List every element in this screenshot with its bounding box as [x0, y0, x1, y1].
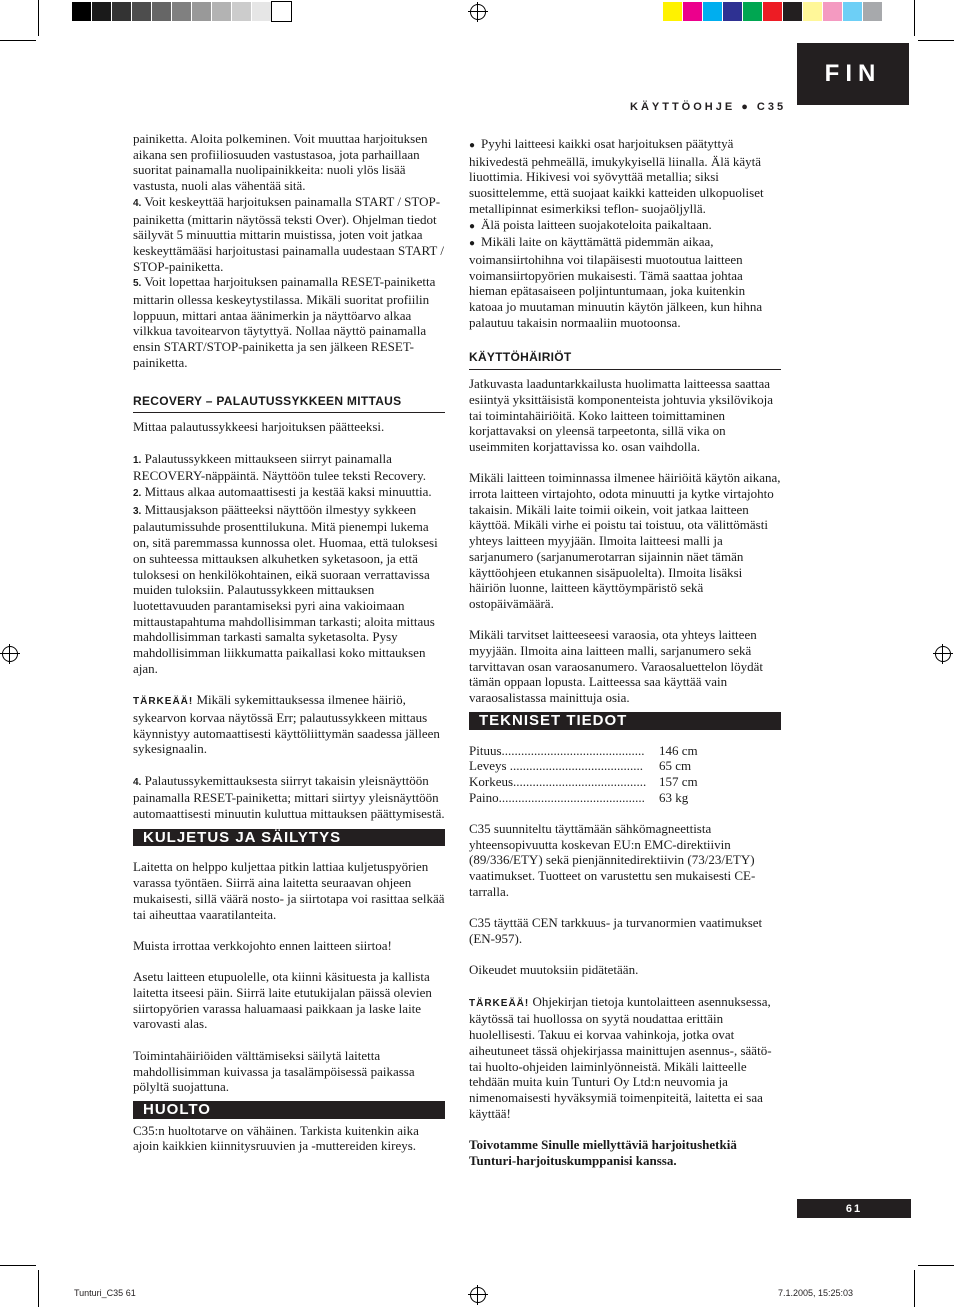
gray-swatch: [172, 2, 191, 21]
paragraph: Toimintahäiriöiden välttämiseksi säilytä laitetta mahdollisimman kuivassa ja tasalämpöisessä paikassa pölyltä suojattuna.: [133, 1047, 415, 1095]
gray-swatch: [272, 2, 291, 21]
left-column: [133, 131, 445, 1154]
gray-swatch: [232, 2, 251, 21]
important-note: [133, 692, 445, 757]
gray-swatch: [152, 2, 171, 21]
language-tab: FIN: [797, 43, 909, 105]
registration-mark-top: [470, 4, 486, 20]
color-swatch: [823, 2, 842, 21]
crop-mark: [38, 1270, 39, 1307]
color-swatch: [763, 2, 782, 21]
crop-mark: [914, 0, 915, 36]
color-swatch: [783, 2, 802, 21]
tech-heading: TEKNISET TIEDOT: [469, 712, 781, 730]
slug-left: Tunturi_C35 61: [74, 1288, 136, 1298]
item-number: 5.: [133, 278, 142, 290]
list-item: [133, 274, 445, 370]
spec-value: 146 cm: [659, 742, 698, 758]
spec-value: 65 cm: [659, 758, 692, 774]
crop-mark: [918, 1265, 954, 1266]
spec-label: Paino.............................................: [469, 789, 645, 805]
running-head: KÄYTTÖOHJE ● C35: [630, 101, 787, 113]
important-label: TÄRKEÄÄ!: [469, 997, 530, 1009]
crop-mark: [0, 40, 36, 41]
color-swatch: [743, 2, 762, 21]
paragraph: painiketta. Aloita polkeminen. Voit muuttaa harjoituksen aikana sen profiiliosuuden vastustasoa, jota parhaillaan suoritat painamalla nuolipainikkeita: nuoli ylös lisää vastusta, nuoli alas vähentää sitä.: [133, 131, 428, 194]
crop-mark: [0, 1265, 36, 1266]
color-swatch: [683, 2, 702, 21]
gray-swatch: [132, 2, 151, 21]
spec-row: [469, 790, 781, 806]
transport-heading: KULJETUS JA SÄILYTYS: [133, 829, 445, 847]
item-text: Mittausjakson päätteeksi näyttöön ilmestyy sykkeen palautumissuhde prosenttilukuna. Mitä pienempi lukema on, sitä paremmassa kunnossa olet. Huomaa, että tuloksesi on suhteessa mittauksen alkuhetken syketasoon, ja että tuloksesi on henkilökohtainen, eikä suoraan verrattavissa muiden tuloksiin. Palautussykkeen mittauksen luotettavuuden parantamiseksi pyri aina vakioimaan mittaustapahtuma mahdollisimman tarkasti; aloita mittaus mahdollisimman tarkasti samalta syketasolta. Pysy mahdollisimman liikkumatta paikallasi koko mittauksen ajan.: [133, 501, 438, 676]
gray-swatch: [252, 2, 271, 21]
spec-row: [469, 743, 781, 759]
spec-table: [469, 743, 781, 806]
maintenance-heading: HUOLTO: [133, 1101, 445, 1119]
paragraph: Oikeudet muutoksiin pidätetään.: [469, 962, 639, 978]
spec-label: Pituus............................................: [469, 742, 645, 758]
important-note: [469, 994, 781, 1122]
color-swatch: [663, 2, 682, 21]
important-text: Ohjekirjan tietoja kuntolaitteen asennuksessa, käytössä tai huollossa on syytä noudattaa erittäin huolellisesti. Takuu ei korvaa vahinkoja, jotka ovat aiheutuneet tässä ohjekirjassa mainittujen asennus-, säätö- tai huolto-ohjeiden laiminlyönneistä. Mikäli laitteelle tehdään muita kuin Tunturi Oy Ltd:n neuvomia ja nimenomaisesti hyväksymiä toimenpiteitä, laitetta ei saa käyttää!: [469, 993, 772, 1121]
item-number: 4.: [133, 197, 142, 209]
spec-value: 157 cm: [659, 773, 698, 789]
item-text: Mittaus alkaa automaattisesti ja kestää kaksi minuuttia.: [141, 484, 432, 500]
paragraph: Asetu laitteen etupuolelle, ota kiinni käsituesta ja kallista laitetta itseesi päin. Siirrä laite etutukijalan päissä olevien siirtopyörien varassa haluamaasi paikkaan ja laske laite varovasti alas.: [133, 969, 432, 1032]
spec-row: [469, 774, 781, 790]
bullet-item: ● Älä poista laitteen suojakoteloita paikaltaan.: [469, 217, 781, 235]
color-swatch: [803, 2, 822, 21]
page-number: 61: [797, 1199, 911, 1218]
registration-mark-right: [935, 646, 951, 662]
crop-mark: [38, 0, 39, 36]
closing-text: Toivotamme Sinulle miellyttäviä harjoitushetkiä Tunturi-harjoituskumppanisi kanssa.: [469, 1137, 737, 1168]
registration-mark-bottom: [470, 1287, 486, 1303]
spec-row: [469, 758, 781, 774]
item-number: 2.: [133, 488, 142, 500]
paragraph: Jatkuvasta laaduntarkkailusta huolimatta laitteessa saattaa esiintyä yksittäisistä komponenteista johtuvia yksilövikoja tai toimintahäiriöitä. Koko laitteen toimittaminen korjattavaksi on yleensä tarpeetonta, sillä vika on useimmiten korjattavissa ko. osan vaihdolla.: [469, 376, 774, 454]
faults-heading: KÄYTTÖHÄIRIÖT: [469, 350, 781, 370]
color-swatch: [703, 2, 722, 21]
color-swatch: [723, 2, 742, 21]
spec-value: 63 kg: [659, 789, 689, 805]
color-swatch: [843, 2, 862, 21]
gray-swatch: [192, 2, 211, 21]
paragraph: Laitetta on helppo kuljettaa pitkin lattiaa kuljetuspyörien varassa työntäen. Siirrä aina laitetta seuraavan ohjeen mukaisesti, sillä väärä nosto- ja siirtotapa voi rasittaa selkää tai aiheuttaa vaaratilanteita.: [133, 859, 445, 922]
list-item: [133, 451, 445, 484]
list-item: [133, 773, 445, 822]
paragraph: Mikäli tarvitset laitteeseesi varaosia, ota yhteys laitteen myyjään. Ilmoita aina laitteen malli, sarjanumero sekä tarvittavan osan varaosanumero. Varaosaluettelon löydät tämän oppaan lopusta. Laitteessa saa käyttää vain varaosalistassa mainittuja osia.: [469, 627, 763, 706]
spec-label: Leveys .........................................: [469, 758, 644, 774]
bullet-item: ● Mikäli laite on käyttämättä pidemmän aikaa, voimansiirtohihna voi tilapäisesti muotoutua laitteen voimansiirtopyörien mukaisesti. Tämä saattaa johtaa hieman epätasaiseen poljintuntumaan, joka kuitenkin katoaa jo muutaman minuutin käytön jälkeen, kun hihna palautuu takaisin normaaliin muotoonsa.: [469, 234, 781, 330]
bullet-item: ● Pyyhi laitteesi kaikki osat harjoituksen päätyttyä hikivedestä pehmeällä, imukykyisellä liinalla. Älä käytä liuottimia. Hikivesi voi syövyttää metallia; siksi suosittelemme, että suojaat kaikki katteiden ulkopuoliset metallipinnat esimerkiksi teflon- suojaöljyllä.: [469, 136, 781, 217]
item-number: 4.: [133, 776, 142, 788]
right-column: [469, 136, 781, 1168]
item-text: Palautussykkeen mittaukseen siirryt painamalla RECOVERY-näppäintä. Näyttöön tulee teksti Recovery.: [133, 450, 427, 484]
color-swatch: [863, 2, 882, 21]
item-text: Voit lopettaa harjoituksen painamalla RESET-painiketta mittarin ollessa keskeytystilassa. Mikäli suoritat profiilin loppuun, mittari antaa äänimerkin ja näyttöarvo alkaa vilkkua tavoitearvon täytyttyä. Nollaa näyttö painamalla ensin START/STOP-painiketta ja sen jälkeen RESET-painiketta.: [133, 274, 436, 370]
important-text: Mikäli sykemittauksessa ilmenee häiriö, sykearvon korvaa näytössä Err; palautussykkeen mittaus käynnistyy automaattisesti käyttöliittymän saadessa jälleen sykesignaalin.: [133, 692, 440, 757]
gray-swatch: [72, 2, 91, 21]
list-item: [133, 502, 445, 677]
item-text: Voit keskeyttää harjoituksen painamalla START / STOP-painiketta (mittarin näytössä teksti Over). Ohjelman tiedot säilyvät 5 minuuttia mittarin muistissa, joten voit jatkaa keskeyttämääsi harjoitustasi painamalla uudestaan START / STOP-painiketta.: [133, 193, 444, 274]
paragraph: Mikäli laitteen toiminnassa ilmenee häiriöitä käytön aikana, irrota laitteen virtajohto, odota minuutti ja kytke virtajohto takaisin. Mikäli laite toimii oikein, voit jatkaa laitteen käyttöä. Mikäli virhe ei poistu tai toistuu, ota välittömästi yhteys laitteen myyjään. Ilmoita laitteesi malli ja sarjanumero (sarjanumerotarran sijainnin näet tämän käyttöohjeen etukannen sisäpuolelta). Ilmoita lisäksi häiriön luonne, laitteen käyttöympäristö sekä ostopäivämäärä.: [469, 470, 781, 611]
item-number: 1.: [133, 454, 142, 466]
gray-swatch: [92, 2, 111, 21]
item-number: 3.: [133, 505, 142, 517]
paragraph: Mittaa palautussykkeesi harjoituksen päätteeksi.: [133, 419, 385, 435]
list-item: [133, 484, 445, 502]
paragraph: C35:n huoltotarve on vähäinen. Tarkista kuitenkin aika ajoin kaikkien kiinnitysruuvien ja -muttereiden kireys.: [133, 1122, 419, 1154]
gray-swatch: [212, 2, 231, 21]
registration-mark-left: [2, 646, 18, 662]
recovery-heading: RECOVERY – PALAUTUSSYKKEEN MITTAUS: [133, 394, 445, 414]
crop-mark: [914, 1270, 915, 1307]
crop-mark: [918, 40, 954, 41]
important-label: TÄRKEÄÄ!: [133, 696, 194, 708]
item-text: Palautussykemittauksesta siirryt takaisin yleisnäyttöön painamalla RESET-painiketta; mittari siirtyy yleisnäyttöön automaattisesti minuutin kuluttua mittauksen päättymisestä.: [133, 772, 445, 822]
slug-right: 7.1.2005, 15:25:03: [778, 1288, 854, 1298]
list-item: [133, 194, 445, 275]
paragraph: C35 täyttää CEN tarkkuus- ja turvanormien vaatimukset (EN-957).: [469, 915, 763, 946]
spec-label: Korkeus.........................................: [469, 773, 647, 789]
paragraph: C35 suunniteltu täyttämään sähkömagneettista yhteensopivuutta koskevan EU:n EMC-direktiivin (89/336/ETY) sekä pienjännitedirektiivin (73/23/ETY) vaatimukset. Tuotteet on varustettu sen mukaisesti CE-tarralla.: [469, 821, 756, 899]
paragraph: Muista irrottaa verkkojohto ennen laitteen siirtoa!: [133, 937, 392, 953]
gray-swatch: [112, 2, 131, 21]
